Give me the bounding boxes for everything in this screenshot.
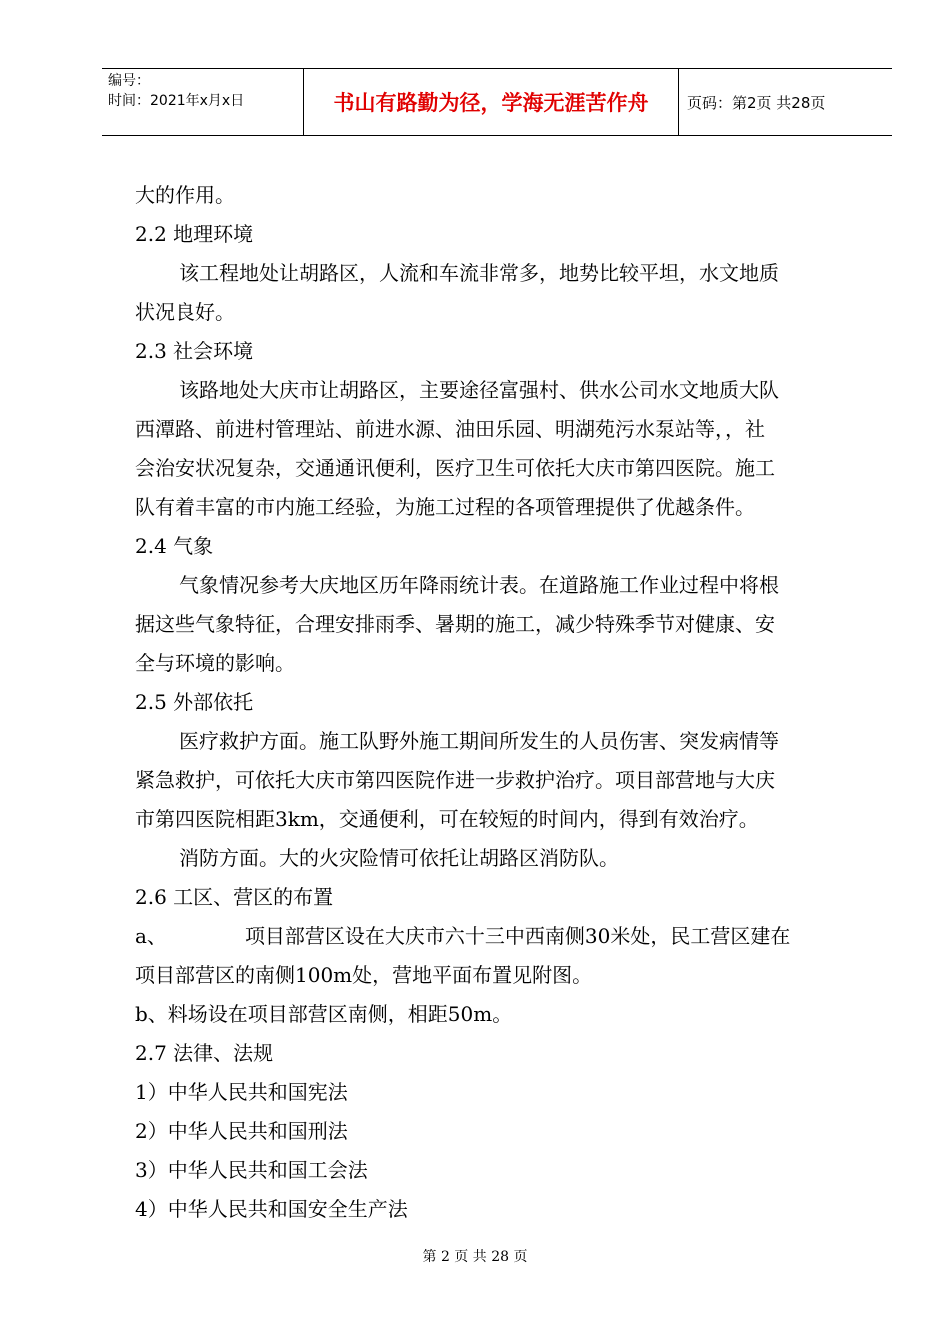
body-line: 医疗救护方面。施工队野外施工期间所发生的人员伤害、突发病情等 [179,729,779,753]
section-heading: 2.5 外部依托 [135,690,254,714]
list-item-a [135,917,860,956]
body-line: 状况良好。 [135,300,235,324]
body-line: 全与环境的影响。 [135,651,295,675]
section-heading: 2.2 地理环境 [135,222,254,246]
law-item: 1）中华人民共和国宪法 [135,1080,348,1104]
section-heading: 2.3 社会环境 [135,339,254,363]
body-line: 西潭路、前进村管理站、前进水源、油田乐园、明湖苑污水泵站等，，社 [135,417,765,441]
list-marker: a、 [135,924,167,948]
body-line: 大的作用。 [135,183,235,207]
body-line: 据这些气象特征，合理安排雨季、暑期的施工，减少特殊季节对健康、安 [135,612,775,636]
page-footer: 第 2 页 共 28 页 [422,1249,528,1265]
body-line: 紧急救护，可依托大庆市第四医院作进一步救护治疗。项目部营地与大庆 [135,768,775,792]
body-line: 该路地处大庆市让胡路区，主要途径富强村、供水公司水文地质大队 [179,378,779,402]
header-page-label: 页码：第2页 共28页 [687,93,826,112]
law-item: 4）中华人民共和国安全生产法 [135,1197,408,1221]
header-meta [102,69,304,135]
header-motto: 书山有路勤为径，学海无涯苦作舟 [304,69,679,135]
body-line: 项目部营区的南侧100m处，营地平面布置见附图。 [135,963,593,987]
body-line: 队有着丰富的市内施工经验，为施工过程的各项管理提供了优越条件。 [135,495,755,519]
body-line: 会治安状况复杂，交通通讯便利，医疗卫生可依托大庆市第四医院。施工 [135,456,775,480]
number-label: 编号： [108,73,150,89]
document-body [135,176,860,1229]
time-label: 时间：2021年x月x日 [108,93,245,109]
body-line: 市第四医院相距3km，交通便利，可在较短的时间内，得到有效治疗。 [135,807,759,831]
body-line: 该工程地处让胡路区，人流和车流非常多，地势比较平坦，水文地质 [179,261,779,285]
list-item-text: 项目部营区设在大庆市六十三中西南侧30米处，民工营区建在 [244,924,791,948]
law-item: 3）中华人民共和国工会法 [135,1158,368,1182]
law-item: 2）中华人民共和国刑法 [135,1119,348,1143]
section-heading: 2.6 工区、营区的布置 [135,885,334,909]
body-line: 消防方面。大的火灾险情可依托让胡路区消防队。 [179,846,619,870]
section-heading: 2.7 法律、法规 [135,1041,274,1065]
page-header [102,68,892,136]
body-line: 气象情况参考大庆地区历年降雨统计表。在道路施工作业过程中将根 [179,573,779,597]
list-item-b: b、料场设在项目部营区南侧，相距50m。 [135,1002,513,1026]
section-heading: 2.4 气象 [135,534,214,558]
